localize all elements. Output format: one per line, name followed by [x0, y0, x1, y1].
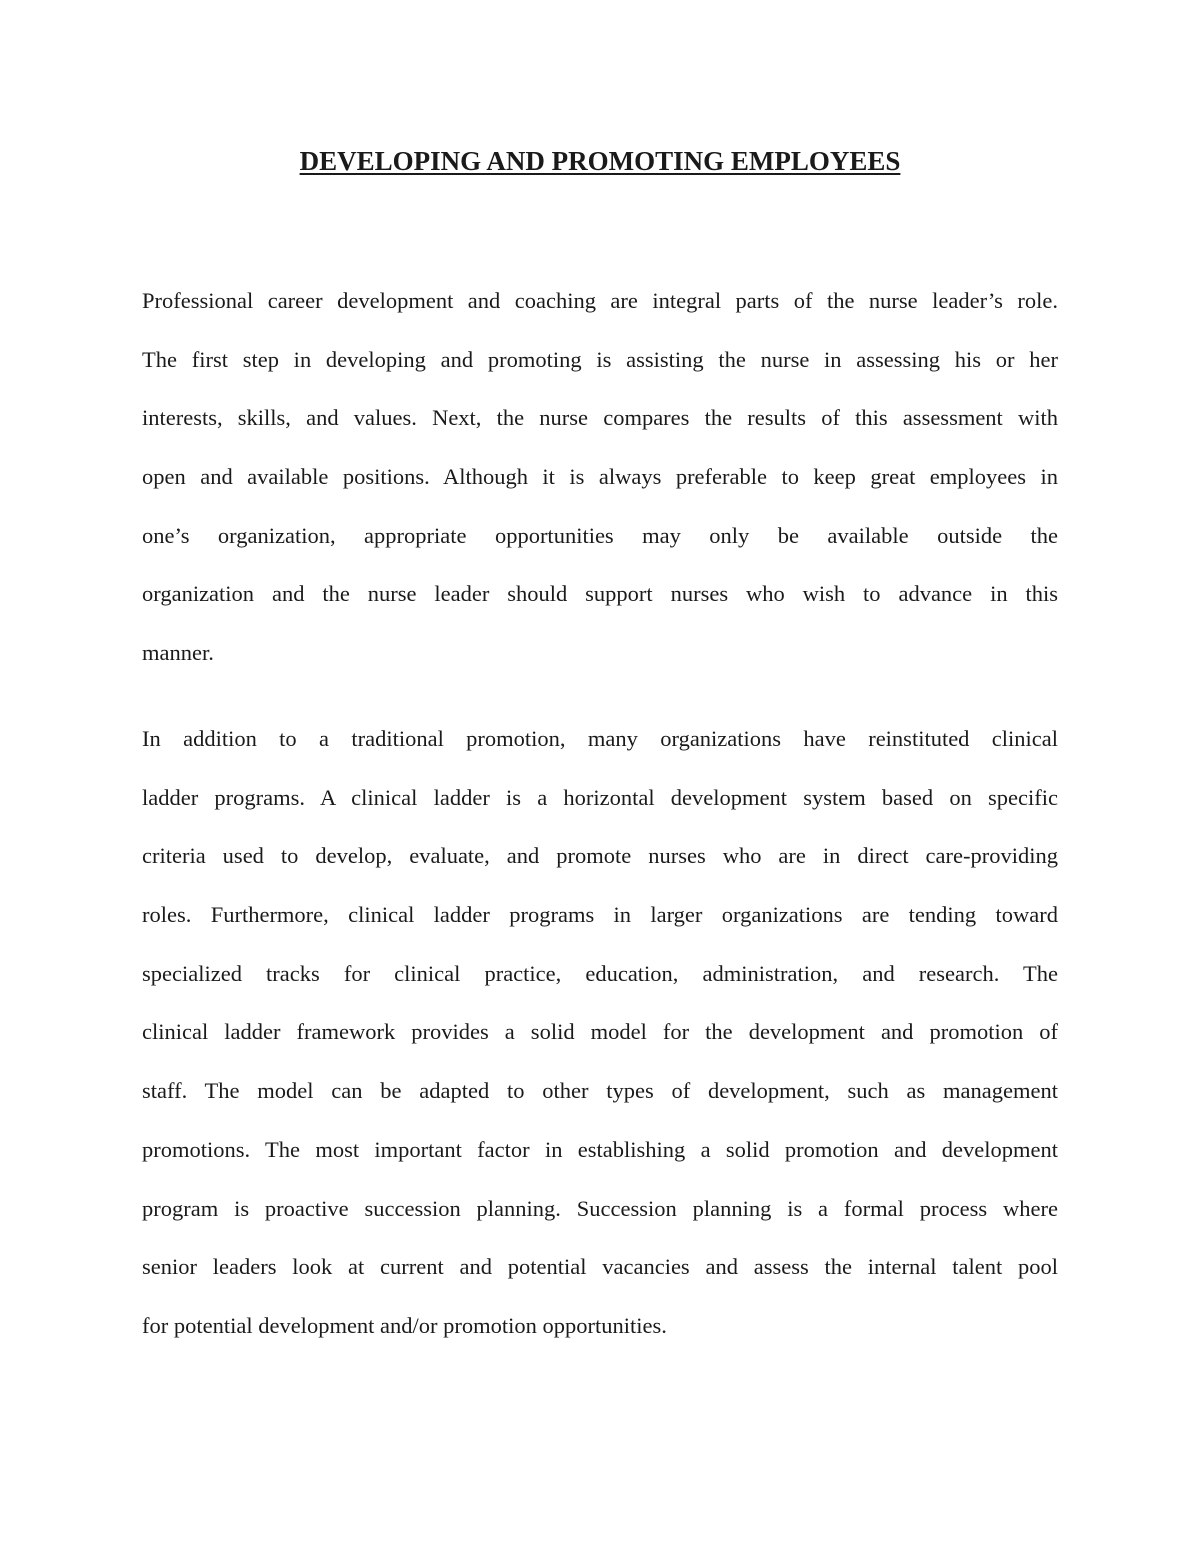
paragraph-line: Professional career development and coaching are integral parts of the nurse leader’s role. [142, 288, 1058, 313]
paragraph-line: specialized tracks for clinical practice, education, administration, and research. The [142, 960, 1058, 986]
paragraph-line: manner. [142, 640, 214, 666]
paragraph-line: organization and the nurse leader should support nurses who wish to advance in this [142, 581, 1058, 607]
paragraph-line: criteria used to develop, evaluate, and promote nurses who are in direct care-providing [142, 843, 1058, 869]
paragraph-1 [142, 272, 1058, 683]
paragraph-line: for potential development and/or promotion opportunities. [142, 1312, 667, 1338]
paragraph-line: The first step in developing and promoting is assisting the nurse in assessing his or her [142, 346, 1058, 372]
paragraph-line: clinical ladder framework provides a solid model for the development and promotion of [142, 1019, 1058, 1045]
paragraph-line: staff. The model can be adapted to other types of development, such as management [142, 1078, 1058, 1104]
paragraph-line: senior leaders look at current and potential vacancies and assess the internal talent pool [142, 1254, 1058, 1280]
paragraph-line: interests, skills, and values. Next, the nurse compares the results of this assessment with [142, 405, 1058, 431]
document-title: DEVELOPING AND PROMOTING EMPLOYEES [299, 146, 901, 176]
paragraph-line: In addition to a traditional promotion, many organizations have reinstituted clinical [142, 726, 1058, 751]
paragraph-2 [142, 710, 1058, 1356]
paragraph-line: ladder programs. A clinical ladder is a horizontal development system based on specific [142, 784, 1058, 810]
paragraph-line: program is proactive succession planning. Succession planning is a formal process where [142, 1195, 1058, 1221]
paragraph-line: roles. Furthermore, clinical ladder programs in larger organizations are tending toward [142, 902, 1058, 928]
paragraph-line: one’s organization, appropriate opportunities may only be available outside the [142, 522, 1058, 548]
paragraph-line: open and available positions. Although it is always preferable to keep great employees in [142, 464, 1058, 490]
paragraph-line: promotions. The most important factor in establishing a solid promotion and development [142, 1136, 1058, 1162]
